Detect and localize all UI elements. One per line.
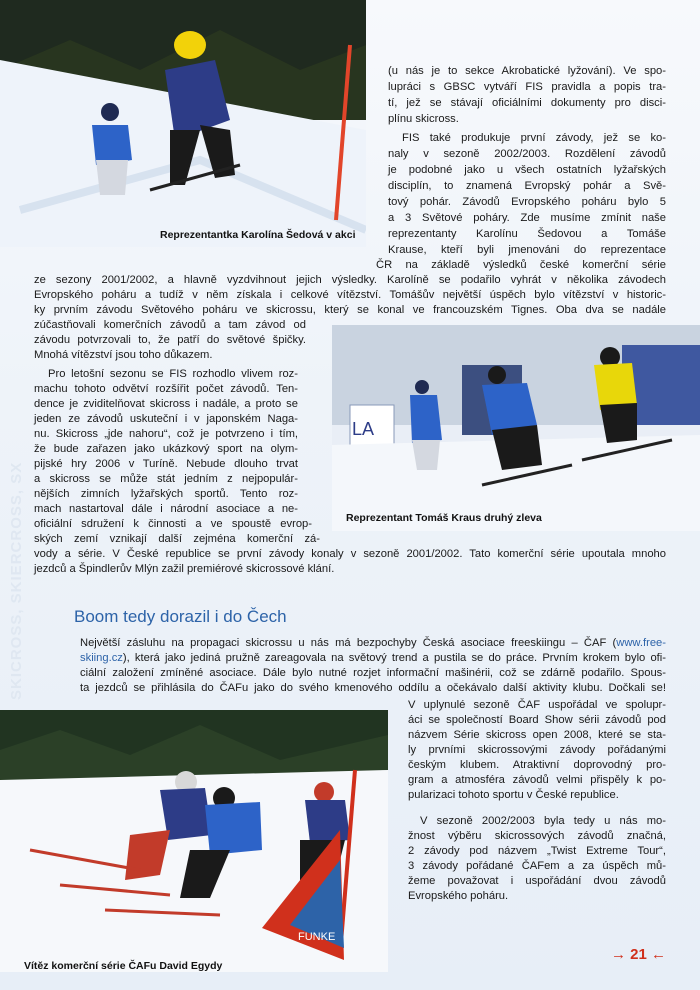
paragraph-line: (u nás je to sekce Akrobatické lyžování). Ve spo- bbox=[388, 65, 666, 77]
paragraph-line: Krause, kteří byli jmenováni do reprezentace bbox=[388, 244, 666, 256]
paragraph-line: žnost výběru skicrossových závodů značná, bbox=[408, 830, 666, 842]
paragraph-line: disciplín, to znamená Evropský pohár a Svě- bbox=[388, 180, 666, 192]
paragraph-text: Největší zásluhu na propagaci skicrossu u nás má bezpochyby Česká asociace freeskiingu – ČAF ( bbox=[80, 637, 617, 649]
paragraph-line: nějších zimních lyžařských sportů. Tento roz- bbox=[34, 488, 298, 500]
paragraph-line: ciální založení zmíněné asociace. Dále bylo nutné rozjet informační mašinérii, což se zdárně podařilo. Spous- bbox=[80, 667, 666, 679]
paragraph-line: ta jezdců se přihlásila do ČAFu jako do svého kmenového oddílu a očekávalo další aktivity klubu. Dočkali se! bbox=[80, 682, 666, 694]
arrow-right-icon: → bbox=[610, 946, 626, 963]
photo-2-caption: Reprezentant Tomáš Kraus druhý zleva bbox=[346, 512, 542, 524]
paragraph-line: Evropského poháru a tudíž v něm získala i celkové vítězství. Tomášův největší úspěch bylo vítězství v historic- bbox=[34, 289, 666, 301]
photo-3-illustration bbox=[0, 710, 388, 972]
paragraph-line: že bude zařazen jako ukázkový sport na olym- bbox=[34, 443, 298, 455]
paragraph-line: tí, jež se stávají oficiálními dokumenty pro disci- bbox=[388, 97, 666, 109]
paragraph-line: ly prvními skicrossovými závody pořádanými bbox=[408, 744, 666, 756]
paragraph-line: V sezoně 2002/2003 byla tedy u nás mo- bbox=[420, 815, 666, 827]
page-number bbox=[611, 946, 666, 963]
paragraph-line: tový pohár. Závodů Evropského poháru bylo 5 bbox=[388, 196, 666, 208]
photo-david-egydy bbox=[0, 710, 388, 972]
paragraph-line: plínu skicross. bbox=[388, 113, 459, 125]
paragraph-line: žeme považovat i uspořádání dvou závodů bbox=[408, 875, 666, 887]
paragraph-line: FIS také produkuje první závody, jež se ko- bbox=[402, 132, 666, 144]
paragraph-line: reprezentanty Karolínu Šedovou a Tomáše bbox=[388, 228, 666, 240]
paragraph-line: ČR na základě výsledků české komerční série bbox=[376, 259, 666, 271]
paragraph-line: 2 závody pod názvem „Twist Extreme Tour“, bbox=[408, 845, 666, 857]
photo-1-caption: Reprezentantka Karolína Šedová v akci bbox=[160, 229, 356, 241]
paragraph-text: ), která jako jediná pružně zareagovala na světový trend a pustila se do práce. Prvním krokem bylo ofi- bbox=[122, 652, 666, 664]
paragraph-line: áci se společností Board Show sérii závodů pod bbox=[408, 714, 666, 726]
paragraph-line: machu tohoto odvětví rozšířit počet závodů. Ten- bbox=[34, 383, 298, 395]
paragraph-line: Pro letošní sezonu se FIS rozhodlo vlivem roz- bbox=[48, 368, 298, 380]
paragraph-line: naly v sezoně 2002/2003. Rozdělení závodů bbox=[388, 148, 666, 160]
photo-3-flag-text: FUNKE bbox=[298, 931, 336, 943]
paragraph-line: mach nastartoval dále i národní asociace a ne- bbox=[34, 503, 298, 515]
paragraph-line: Evropského poháru. bbox=[408, 890, 509, 902]
photo-2-illustration bbox=[332, 325, 700, 531]
paragraph-line: vody a série. V České republice se první závody konaly v sezoně 2001/2002. Tato komerční série upoutala mnoho bbox=[34, 548, 666, 560]
paragraph-line: názvem Série skicross open 2008, které se sta- bbox=[408, 729, 666, 741]
paragraph-line: je podobné jako u všech ostatních lyžařských bbox=[388, 164, 666, 176]
sidebar-label: SKICROSS, SKIERCROSS, SX bbox=[8, 461, 25, 700]
website-link[interactable]: www.free- bbox=[616, 637, 666, 649]
paragraph-line: pularizaci tohoto sportu v České republice. bbox=[408, 789, 619, 801]
paragraph-line: pijské hry 2006 v Turíně. Nebude dlouho trvat bbox=[34, 458, 298, 470]
paragraph-line: Mnohá vítězství jsou toho důkazem. bbox=[34, 349, 213, 361]
paragraph-line: zúčastňovali komerčních závodů a tam závod od bbox=[34, 319, 306, 331]
paragraph-line bbox=[80, 651, 666, 666]
paragraph-line: jeden ze závodů uskuteční i v japonském Naga- bbox=[34, 413, 298, 425]
paragraph-line: dence je zviditelňovat skicross i nadále, a proto se bbox=[34, 398, 298, 410]
paragraph-line: lupráci s GBSC vytváří FIS pravidla a popis tra- bbox=[388, 81, 666, 93]
page-number-value: 21 bbox=[630, 946, 647, 963]
paragraph-line bbox=[80, 636, 666, 651]
paragraph-line: oficiální sdružení k činnosti a ve spoustě evrop- bbox=[34, 518, 312, 530]
photo-tomas-kraus bbox=[332, 325, 700, 531]
photo-3-caption: Vítěz komerční série ČAFu David Egydy bbox=[24, 960, 223, 972]
arrow-left-icon: ← bbox=[651, 946, 666, 963]
paragraph-line: nu. Skicross „jde nahoru“, což je potvrzeno i tím, bbox=[34, 428, 298, 440]
paragraph-line: a skicross se může stát jedním z nejpopulár- bbox=[34, 473, 298, 485]
paragraph-line: V uplynulé sezoně ČAF uspořádal ve spolupr- bbox=[408, 699, 666, 711]
photo-1-illustration bbox=[0, 0, 366, 247]
paragraph-line: ky prvním závodu Světového poháru ve skicrossu, který se konal ve francouzském Tignes. Oba dva se nadále bbox=[34, 304, 666, 316]
section-title: Boom tedy dorazil i do Čech bbox=[74, 607, 287, 626]
paragraph-line: ze sezony 2001/2002, a hlavně vyzdvihnout jejich výsledky. Karolíně se podařilo vyhrát v několika závodech bbox=[34, 274, 666, 286]
paragraph-line: gram a atmosféra závodů velmi přispěly k po- bbox=[408, 774, 666, 786]
paragraph-line: jezdců a Špindlerův Mlýn zažil premiérové skicrossové klání. bbox=[34, 563, 335, 575]
paragraph-line: ských zemí vznikají další zejména komerční zá- bbox=[34, 533, 320, 545]
photo-karolina-sedova bbox=[0, 0, 366, 247]
photo-2-banner-text: LA bbox=[352, 419, 375, 439]
paragraph-line: závodu potvrzovali to, že patří do světové špičky. bbox=[34, 334, 306, 346]
paragraph-line: 3 závody pořádané ČAFem a za úspěch mů- bbox=[408, 860, 666, 872]
paragraph-line: českým klubem. Atraktivní doprovodný pro- bbox=[408, 759, 666, 771]
website-link[interactable]: skiing.cz bbox=[80, 652, 123, 664]
paragraph-line: a 3 Světové poháry. Zde musíme zmínit naše bbox=[388, 212, 666, 224]
